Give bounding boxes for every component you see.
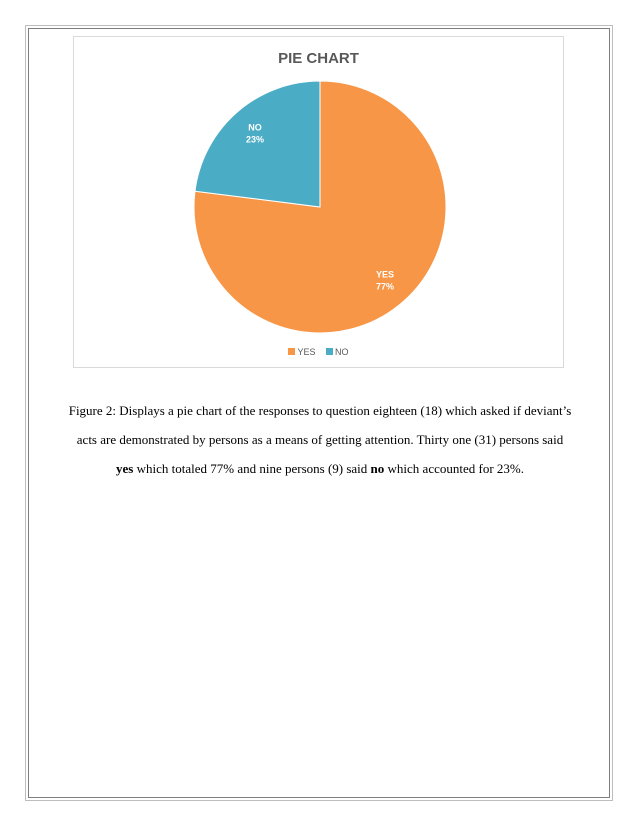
caption-line-2: acts are demonstrated by persons as a means of getting attention. Thirty one (31) persons said [76, 432, 564, 447]
figure-caption [50, 396, 590, 483]
data-label-no-name: NO [248, 122, 262, 133]
caption-no-word: no [370, 461, 385, 476]
chart-legend [74, 347, 563, 357]
data-label-no-value: 23% [245, 134, 265, 145]
legend-label-no: NO [335, 347, 349, 357]
pie-chart [74, 37, 565, 369]
caption-mid-text: which totaled 77% and nine persons (9) said [133, 461, 371, 476]
data-label-yes-name: YES [375, 269, 395, 280]
legend-swatch-yes [288, 348, 295, 355]
caption-line-1: Figure 2: Displays a pie chart of the responses to question eighteen (18) which asked if deviant’s [68, 403, 572, 418]
caption-line-3 [50, 454, 590, 483]
legend-item-no [326, 347, 349, 357]
legend-item-yes [288, 347, 315, 357]
caption-yes-word: yes [116, 461, 134, 476]
data-label-yes-value: 77% [375, 281, 395, 292]
legend-swatch-no [326, 348, 333, 355]
legend-label-yes: YES [297, 347, 316, 357]
chart-frame [73, 36, 564, 368]
chart-title: PIE CHART [278, 50, 359, 67]
caption-end-text: which accounted for 23%. [384, 461, 524, 476]
